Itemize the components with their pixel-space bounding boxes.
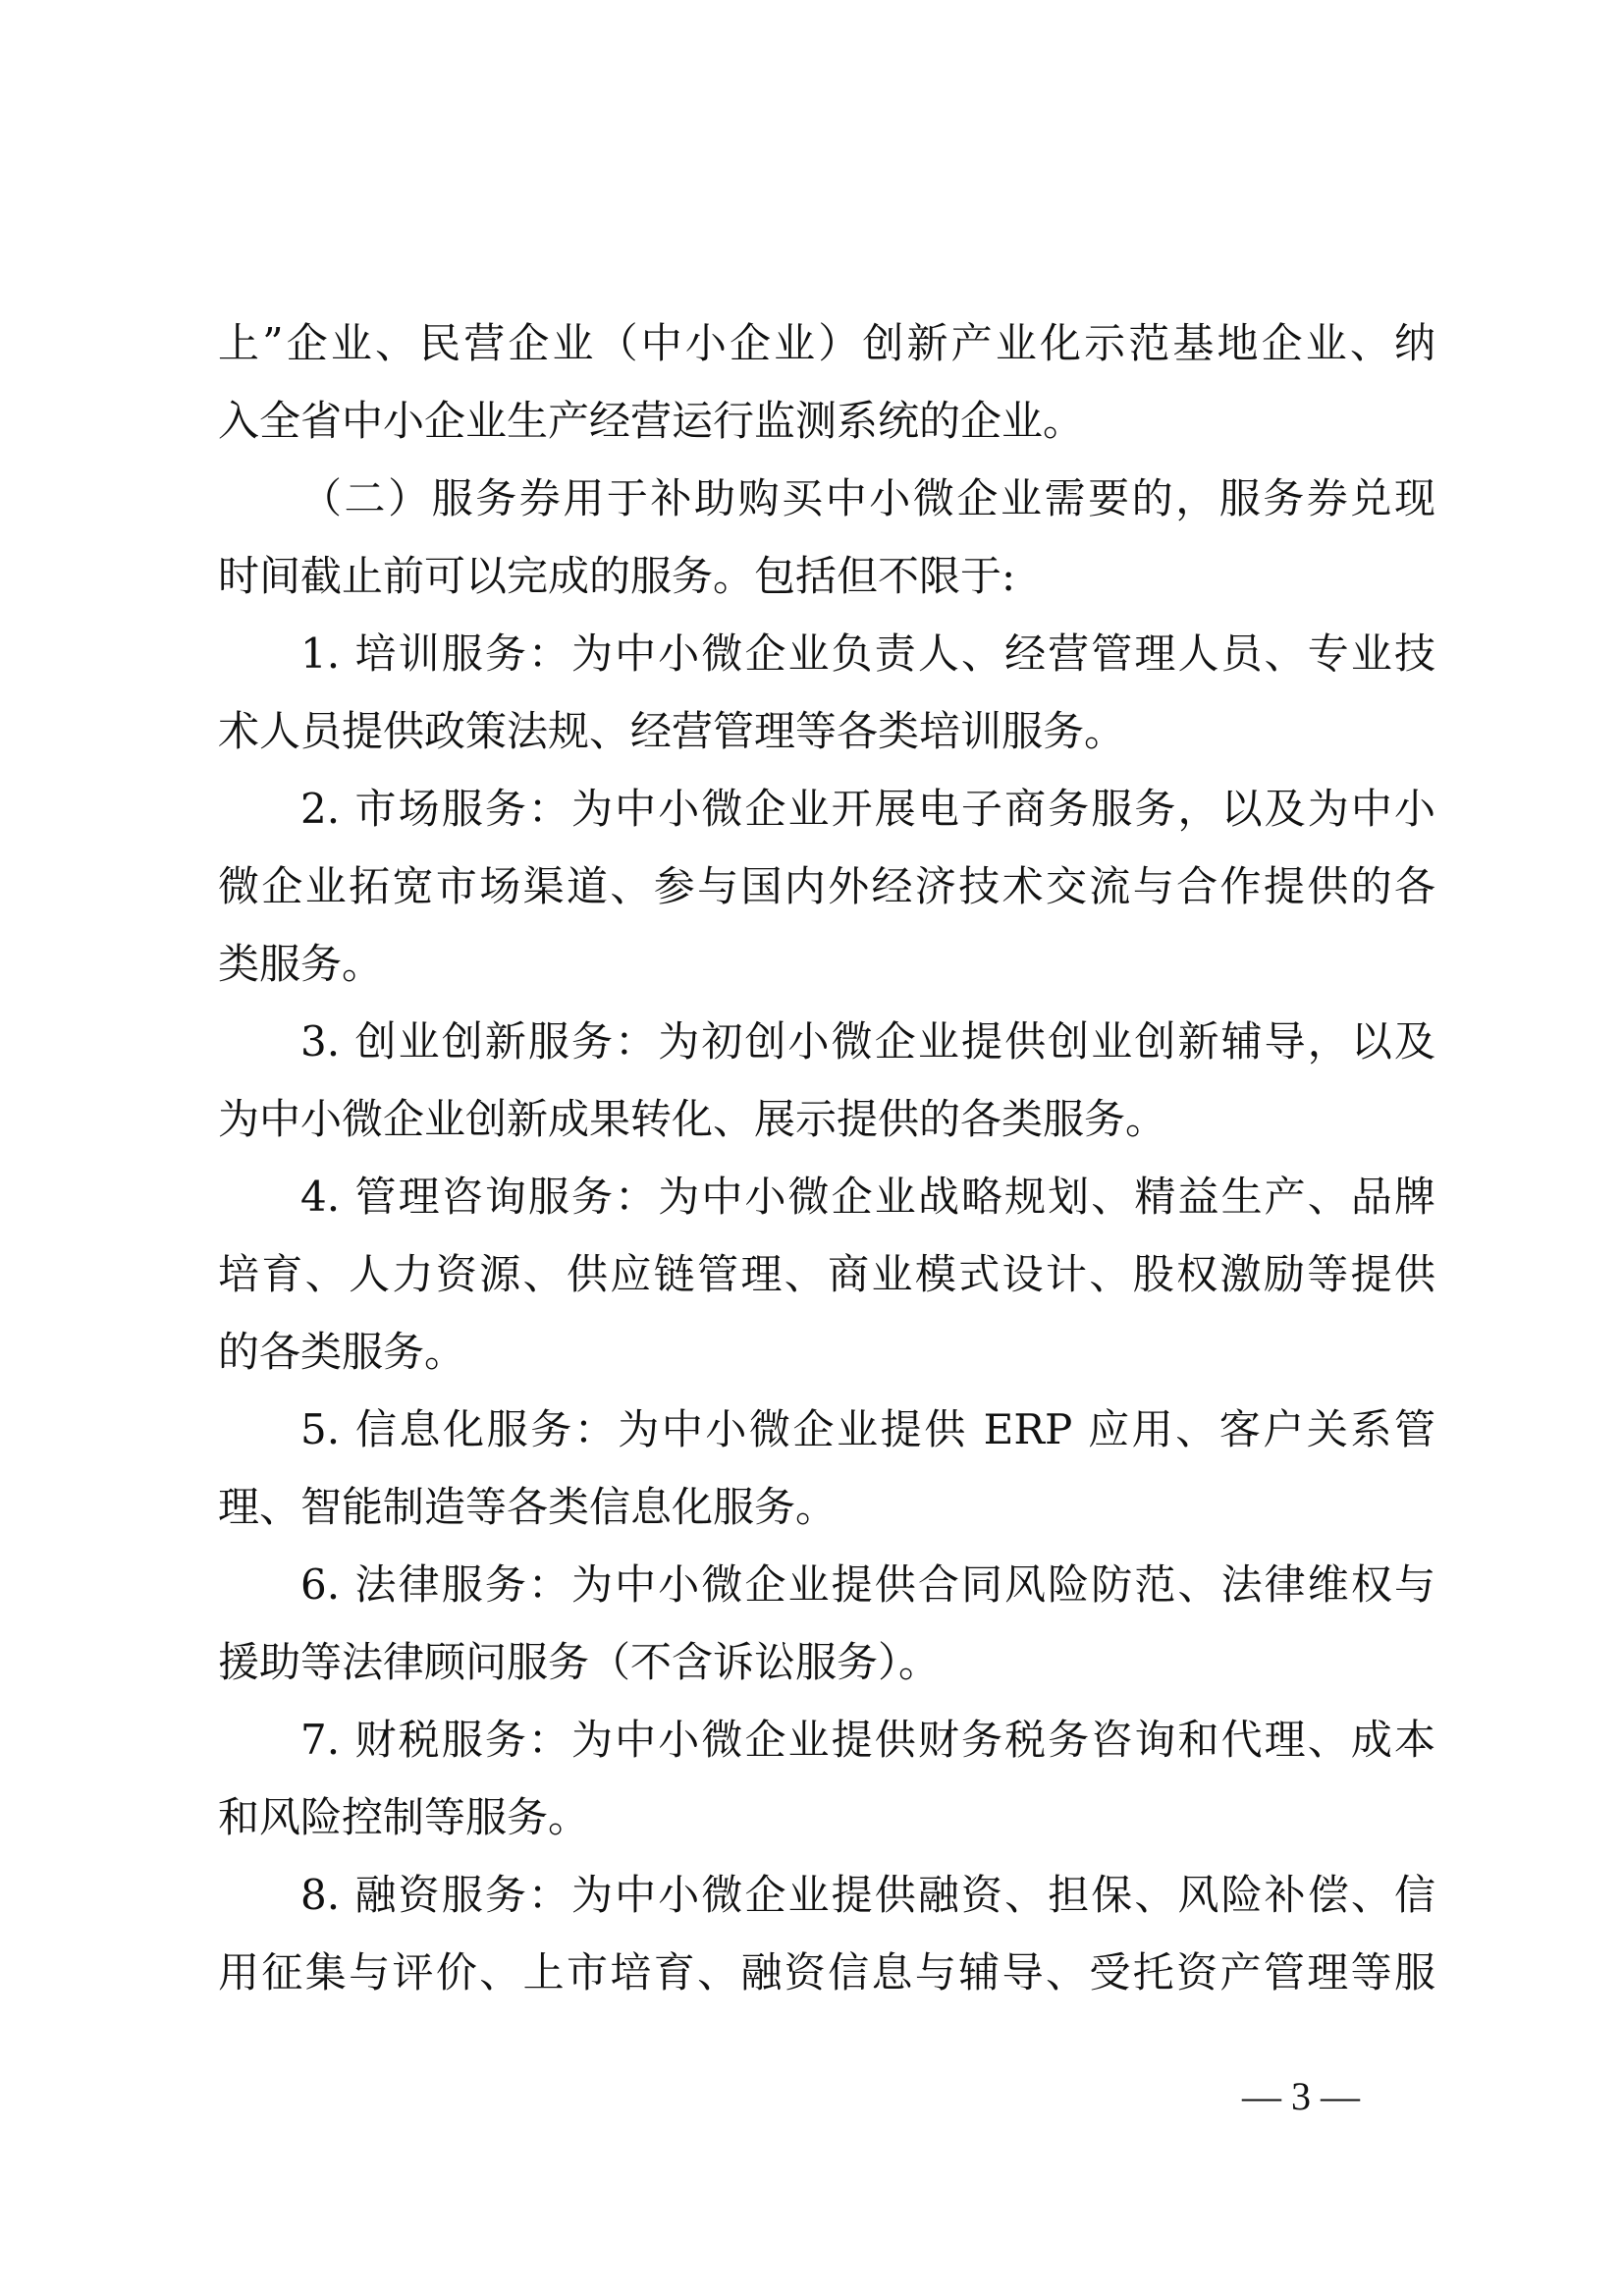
text-line: 和风险控制等服务。 [218, 1793, 590, 1841]
body-text [218, 304, 1435, 2011]
text-line: 术人员提供政策法规、经营管理等各类培训服务。 [218, 707, 1126, 755]
text-line: 援助等法律顾问服务（不含诉讼服务）。 [218, 1638, 941, 1686]
text-line: 为中小微企业创新成果转化、展示提供的各类服务。 [218, 1095, 1167, 1143]
text-line: 3. 创业创新服务：为初创小微企业提供创业创新辅导，以及 [300, 1017, 1435, 1066]
text-line: （二）服务券用于补助购买中小微企业需要的，服务券兑现 [300, 474, 1435, 522]
text-line: 时间截止前可以完成的服务。包括但不限于: [218, 552, 1016, 600]
text-line: 用征集与评价、上市培育、融资信息与辅导、受托资产管理等服 [218, 1948, 1435, 1996]
text-line: 1. 培训服务：为中小微企业负责人、经营管理人员、专业技 [300, 629, 1435, 678]
text-line: 5. 信息化服务：为中小微企业提供 ERP 应用、客户关系管 [300, 1405, 1435, 1453]
text-line: 培育、人力资源、供应链管理、商业模式设计、股权激励等提供 [218, 1250, 1435, 1298]
text-line: 6. 法律服务：为中小微企业提供合同风险防范、法律维权与 [300, 1560, 1435, 1609]
text-line: 8. 融资服务：为中小微企业提供融资、担保、风险补偿、信 [300, 1871, 1435, 1919]
text-line: 类服务。 [218, 940, 384, 988]
text-line: 4. 管理咨询服务：为中小微企业战略规划、精益生产、品牌 [300, 1173, 1435, 1221]
text-line: 理、智能制造等各类信息化服务。 [218, 1483, 838, 1531]
text-line: 的各类服务。 [218, 1328, 466, 1376]
text-line: 7. 财税服务：为中小微企业提供财务税务咨询和代理、成本 [300, 1716, 1435, 1764]
page-number: — 3 — [1242, 2074, 1360, 2118]
text-line: 2. 市场服务：为中小微企业开展电子商务服务，以及为中小 [300, 785, 1435, 833]
text-line: 入全省中小企业生产经营运行监测系统的企业。 [218, 397, 1085, 445]
text-line: 上”企业、民营企业（中小企业）创新产业化示范基地企业、纳 [218, 319, 1435, 367]
text-line: 微企业拓宽市场渠道、参与国内外经济技术交流与合作提供的各 [218, 862, 1435, 910]
